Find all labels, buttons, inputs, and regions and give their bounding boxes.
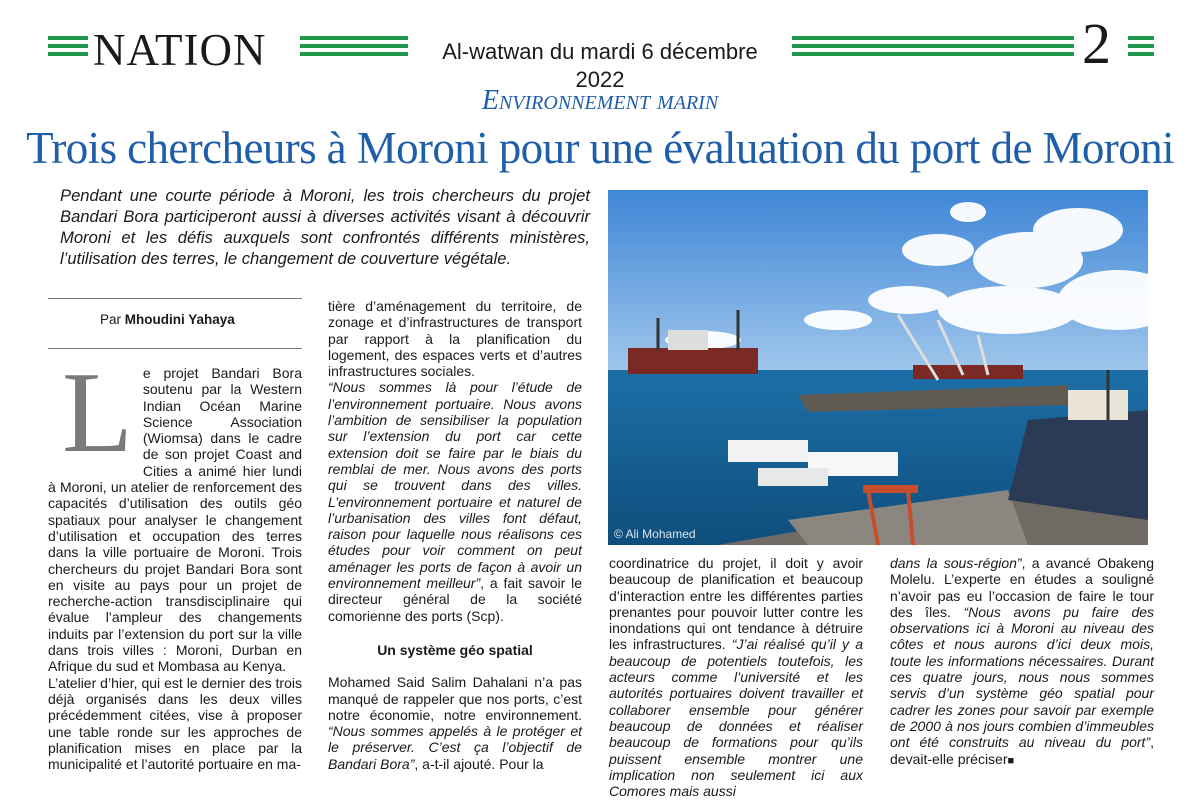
issue-date: Al-watwan du mardi 6 décembre 2022 — [442, 39, 758, 92]
byline-prefix: Par — [100, 312, 122, 327]
col2-quote: “Nous sommes là pour l’étude de l’environnement portuaire. Nous avons l’ambition de sensibiliser la population sur l’extension du port car cette extension doit se faire par le biais du remblai de mer. Nous avons des ports qui se trouvent dans des villes. L’environnement portuaire et naturel de l’urbanisation des villes font défaut, raison pour laquelle nous réalisons ces études pour voir comment on peut aménager les ports de façon à avoir un environnement meilleur” — [328, 379, 582, 592]
col2-paragraph-3 — [328, 674, 582, 772]
column-3 — [609, 555, 863, 799]
dropcap: L — [62, 349, 133, 477]
col4-quote-1: dans la sous-région” — [890, 555, 1022, 571]
header-stripes-left — [48, 36, 88, 66]
column-4 — [890, 555, 1154, 769]
header-stripes-mid-right — [792, 36, 1074, 66]
col2-paragraph-2 — [328, 379, 582, 623]
column-2 — [328, 298, 582, 772]
column-1 — [48, 349, 302, 773]
author: Mhoudini Yahaya — [124, 312, 235, 327]
harbour-illustration — [608, 190, 1148, 545]
rubric: Environnement marin — [481, 85, 719, 116]
header-stripes-mid-left — [300, 36, 408, 66]
photo-credit: © Ali Mohamed — [614, 527, 696, 541]
col1-paragraph-2: L’atelier d’hier, qui est le dernier des trois déjà organisés dans les deux villes précédemment citées, vise à proposer une table ronde sur les approches de planification mises en place par la municipalité et l’autorité portuaire en ma- — [48, 674, 302, 773]
byline-rule-top — [48, 298, 302, 299]
chapeau: Pendant une courte période à Moroni, les trois chercheurs du projet Bandari Bora participeront aussi à diverses activités visant à découvrir Moroni et les défis auxquels sont confrontés différents ministères, l’utilisation des terres, le changement de couverture végétale. — [60, 186, 590, 268]
byline — [100, 312, 235, 327]
col3-start: coordinatrice du projet, il doit y avoir beaucoup de planification et beaucoup d’interaction entre les différentes parties prenantes pour pouvoir lutter contre les inondations qui ont tendance à détruire les infrastructures. — [609, 555, 863, 653]
page-number: 2 — [1082, 11, 1111, 76]
harbour-photo — [608, 190, 1148, 545]
col1-paragraph-1: e projet Bandari Bora soutenu par la Western Indian Océan Marine Science Association (Wiomsa) dans le cadre de son projet Coast and Cities a animé hier lundi à Moroni, un atelier de renforcement des capacités d’utilisation des outils géo spatiaux pour analyser le changement d’utilisation et occupation des terres dans la ville portuaire de Moroni. Trois chercheurs du projet Bandari Bora sont en visite au pays pour un projet de recherche-action transdisciplinaire qui évalue l’ampleur des changements induits par l’extension du port sur la ville dans trois villes : Moroni, Durban en Afrique du sud et Mombasa au Kenya. — [48, 365, 302, 675]
col2-p3-start: Mohamed Said Salim Dahalani n’a pas manqué de rappeler que nos ports, c’est notre économie, notre environnement. — [328, 674, 582, 723]
end-mark-icon: ■ — [1007, 754, 1015, 767]
subheading: Un système géo spatial — [377, 641, 533, 658]
section-title: NATION — [93, 25, 267, 75]
headline: Trois chercheurs à Moroni pour une évaluation du port de Moroni — [26, 123, 1174, 173]
header-stripes-right — [1128, 36, 1154, 66]
col2-p3-quote: “Nous sommes appelés à le protéger et le préserver. C’est ça l’objectif de Bandari Bora” — [328, 723, 582, 772]
col2-paragraph-1: tière d’aménagement du territoire, de zonage et d’infrastructures de transport par rapport à la planification du logement, des espaces verts et d’autres infrastructures sociales. — [328, 298, 582, 380]
col2-p3-end: , a-t-il ajouté. Pour la — [414, 755, 544, 772]
col2-after-quote: , a fait savoir le directeur général de la société comorienne des ports (Scp). — [328, 575, 583, 624]
col4-paragraph — [890, 555, 1154, 769]
col4-end: , devait-elle préciser — [890, 734, 1154, 767]
col4-quote-2: “Nous avons pu faire des observations ici à Moroni au niveau des côtes et nous aurons d’ici deux mois, toute les informations nécessaires. Durant ces quatre jours, nous nous sommes servis d’un système géo spatial pour cadrer les zones pour savoir par exemple de 2000 à nos jours combien d’immeubles ont été construits au niveau du port” — [890, 603, 1155, 751]
col3-paragraph — [609, 555, 863, 799]
col3-quote: “J’ai réalisé qu’il y a beaucoup de potentiels toutefois, les acteurs comme l’université et les autorités portuaires doivent travailler et collaborer ensemble pour générer beaucoup de données et réaliser beaucoup de formations pour qu’ils puissent ensemble montrer une implication non seulement ici aux Comores mais aussi — [609, 636, 863, 800]
col4-mid: , a avancé Obakeng Molelu. L’experte en études a souligné n’avoir pas eu l’occasion de faire le tour des îles. — [890, 555, 1155, 620]
